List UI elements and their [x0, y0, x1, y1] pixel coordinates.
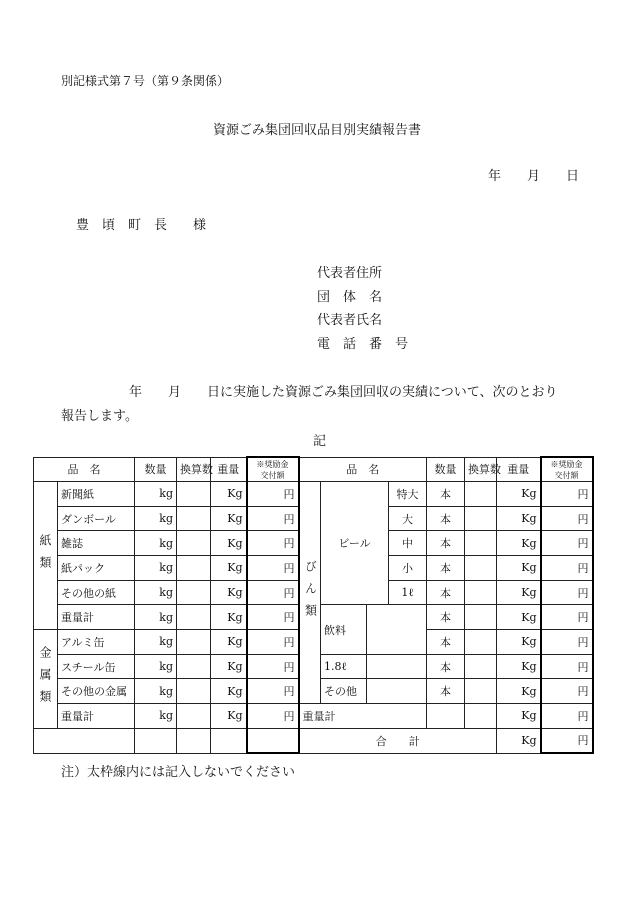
- weight-unit: Kg: [211, 531, 247, 556]
- h-award-left-1: ※奨励金: [256, 459, 289, 469]
- award-unit: 円: [541, 605, 593, 630]
- count-cell: [177, 556, 211, 581]
- count-cell: [177, 506, 211, 531]
- beer-size-2: 大: [389, 506, 427, 531]
- qty-unit: kg: [135, 556, 177, 581]
- weight-unit: Kg: [211, 630, 247, 655]
- award-unit: 円: [247, 580, 299, 605]
- qty-blank: [427, 704, 465, 729]
- other-label: その他: [321, 679, 367, 704]
- paper-item-4: 紙パック: [58, 556, 135, 581]
- award-unit: 円: [247, 531, 299, 556]
- h-award-left-2: 交付額: [260, 470, 285, 480]
- weight-unit: Kg: [497, 506, 541, 531]
- grand-total-label: 合 計: [299, 728, 497, 753]
- h-award-right: [541, 457, 593, 482]
- metal-item-2: スチール缶: [58, 654, 135, 679]
- count-cell: [177, 531, 211, 556]
- weight-unit: Kg: [497, 728, 541, 753]
- table-row: [34, 482, 593, 507]
- award-unit: 円: [247, 556, 299, 581]
- form-number: 別記様式第７号（第９条関係）: [61, 74, 230, 88]
- qty-unit: 本: [427, 506, 465, 531]
- qty-unit: kg: [135, 605, 177, 630]
- count-cell: [465, 506, 497, 531]
- count-cell: [177, 679, 211, 704]
- count-cell: [465, 580, 497, 605]
- metal-item-3: その他の金属: [58, 679, 135, 704]
- cat-bottle: びん類: [299, 482, 321, 704]
- body-line-2: 報告します。: [61, 409, 138, 424]
- weight-unit: Kg: [211, 580, 247, 605]
- drink-blank: [367, 605, 427, 654]
- table-row: [34, 704, 593, 729]
- award-unit: 円: [541, 580, 593, 605]
- count-cell: [465, 556, 497, 581]
- weight-unit: Kg: [497, 531, 541, 556]
- document-title: 資源ごみ集団回収品目別実績報告書: [213, 123, 422, 138]
- weight-unit: Kg: [211, 556, 247, 581]
- qty-unit: 本: [427, 482, 465, 507]
- award-unit: 円: [247, 605, 299, 630]
- cat-paper: 紙類: [34, 482, 58, 630]
- l18-label: 1.8ℓ: [321, 654, 367, 679]
- award-unit: 円: [247, 704, 299, 729]
- h-award-right-1: ※奨励金: [550, 459, 583, 469]
- h-qty-right: 数量: [427, 457, 465, 482]
- other-blank: [367, 679, 427, 704]
- weight-unit: Kg: [497, 580, 541, 605]
- award-unit: 円: [541, 728, 593, 753]
- drink-label: 飲料: [321, 605, 367, 654]
- count-cell: [465, 654, 497, 679]
- weight-unit: Kg: [497, 679, 541, 704]
- award-unit: 円: [541, 556, 593, 581]
- paper-item-1: 新聞紙: [58, 482, 135, 507]
- footnote: 注）太枠線内には記入しないでください: [61, 765, 296, 780]
- award-unit: 円: [247, 506, 299, 531]
- weight-unit: Kg: [497, 704, 541, 729]
- weight-unit: Kg: [497, 556, 541, 581]
- metal-item-4: 重量計: [58, 704, 135, 729]
- award-unit: 円: [247, 679, 299, 704]
- cat-metal: 金属類: [34, 630, 58, 729]
- h-item-left: 品 名: [34, 457, 135, 482]
- rep-name-label: 代表者氏名: [317, 313, 383, 328]
- count-cell: [177, 704, 211, 729]
- count-cell: [465, 630, 497, 655]
- phone-label: 電 話 番 号: [317, 337, 409, 352]
- beer-size-4: 小: [389, 556, 427, 581]
- award-unit: 円: [541, 482, 593, 507]
- paper-item-6: 重量計: [58, 605, 135, 630]
- count-cell: [465, 482, 497, 507]
- qty-unit: 本: [427, 679, 465, 704]
- qty-unit: kg: [135, 679, 177, 704]
- count-cell: [465, 531, 497, 556]
- h-count-right: 換算数: [465, 457, 497, 482]
- qty-unit: kg: [135, 580, 177, 605]
- rep-address-label: 代表者住所: [317, 266, 383, 281]
- h-count-left: 換算数: [177, 457, 211, 482]
- count-cell: [465, 704, 497, 729]
- report-table: [33, 456, 594, 754]
- grand-total-row: [34, 728, 593, 753]
- paper-item-3: 雑誌: [58, 531, 135, 556]
- ki-heading: 記: [313, 434, 327, 449]
- qty-unit: 本: [427, 531, 465, 556]
- weight-unit: Kg: [497, 630, 541, 655]
- qty-unit: kg: [135, 531, 177, 556]
- paper-item-5: その他の紙: [58, 580, 135, 605]
- award-unit: 円: [247, 630, 299, 655]
- beer-size-5: 1ℓ: [389, 580, 427, 605]
- award-unit: 円: [541, 679, 593, 704]
- award-unit: 円: [247, 482, 299, 507]
- body-line-1: 年 月 日に実施した資源ごみ集団回収の実績について、次のとおり: [129, 385, 558, 400]
- total-blank-1: [34, 728, 135, 753]
- total-blank-3: [177, 728, 211, 753]
- award-unit: 円: [541, 630, 593, 655]
- count-cell: [177, 605, 211, 630]
- addressee: 豊 頃 町 長 様: [76, 218, 207, 233]
- total-blank-4: [211, 728, 247, 753]
- weight-unit: Kg: [211, 704, 247, 729]
- qty-unit: kg: [135, 506, 177, 531]
- beer-label: ビール: [321, 482, 389, 605]
- h-item-right: 品 名: [299, 457, 427, 482]
- weight-unit: Kg: [211, 605, 247, 630]
- date-line: 年 月 日: [488, 169, 580, 184]
- award-unit: 円: [247, 654, 299, 679]
- l18-blank: [367, 654, 427, 679]
- h-weight-right: 重量: [497, 457, 541, 482]
- total-award-blank: [247, 728, 299, 753]
- qty-unit: kg: [135, 654, 177, 679]
- total-blank-2: [135, 728, 177, 753]
- award-unit: 円: [541, 531, 593, 556]
- group-name-label: 団 体 名: [317, 290, 383, 305]
- weight-unit: Kg: [211, 679, 247, 704]
- qty-unit: kg: [135, 704, 177, 729]
- qty-unit: kg: [135, 482, 177, 507]
- weight-unit: Kg: [497, 654, 541, 679]
- h-award-right-2: 交付額: [554, 470, 579, 480]
- h-weight-left: 重量: [211, 457, 247, 482]
- qty-unit: 本: [427, 654, 465, 679]
- beer-size-3: 中: [389, 531, 427, 556]
- weight-unit: Kg: [497, 482, 541, 507]
- award-unit: 円: [541, 654, 593, 679]
- paper-item-2: ダンボール: [58, 506, 135, 531]
- beer-size-1: 特大: [389, 482, 427, 507]
- count-cell: [177, 630, 211, 655]
- award-unit: 円: [541, 506, 593, 531]
- count-cell: [177, 654, 211, 679]
- count-cell: [177, 482, 211, 507]
- metal-item-1: アルミ缶: [58, 630, 135, 655]
- weight-unit: Kg: [211, 482, 247, 507]
- count-cell: [465, 679, 497, 704]
- count-cell: [177, 580, 211, 605]
- qty-unit: 本: [427, 556, 465, 581]
- count-cell: [465, 605, 497, 630]
- weight-unit: Kg: [211, 654, 247, 679]
- qty-unit: 本: [427, 630, 465, 655]
- qty-unit: 本: [427, 605, 465, 630]
- qty-unit: kg: [135, 630, 177, 655]
- h-award-left: [247, 457, 299, 482]
- qty-unit: 本: [427, 580, 465, 605]
- weight-unit: Kg: [211, 506, 247, 531]
- header-row: [34, 457, 593, 482]
- award-unit: 円: [541, 704, 593, 729]
- bottle-total-weight: 重量計: [299, 704, 427, 729]
- weight-unit: Kg: [497, 605, 541, 630]
- h-qty-left: 数量: [135, 457, 177, 482]
